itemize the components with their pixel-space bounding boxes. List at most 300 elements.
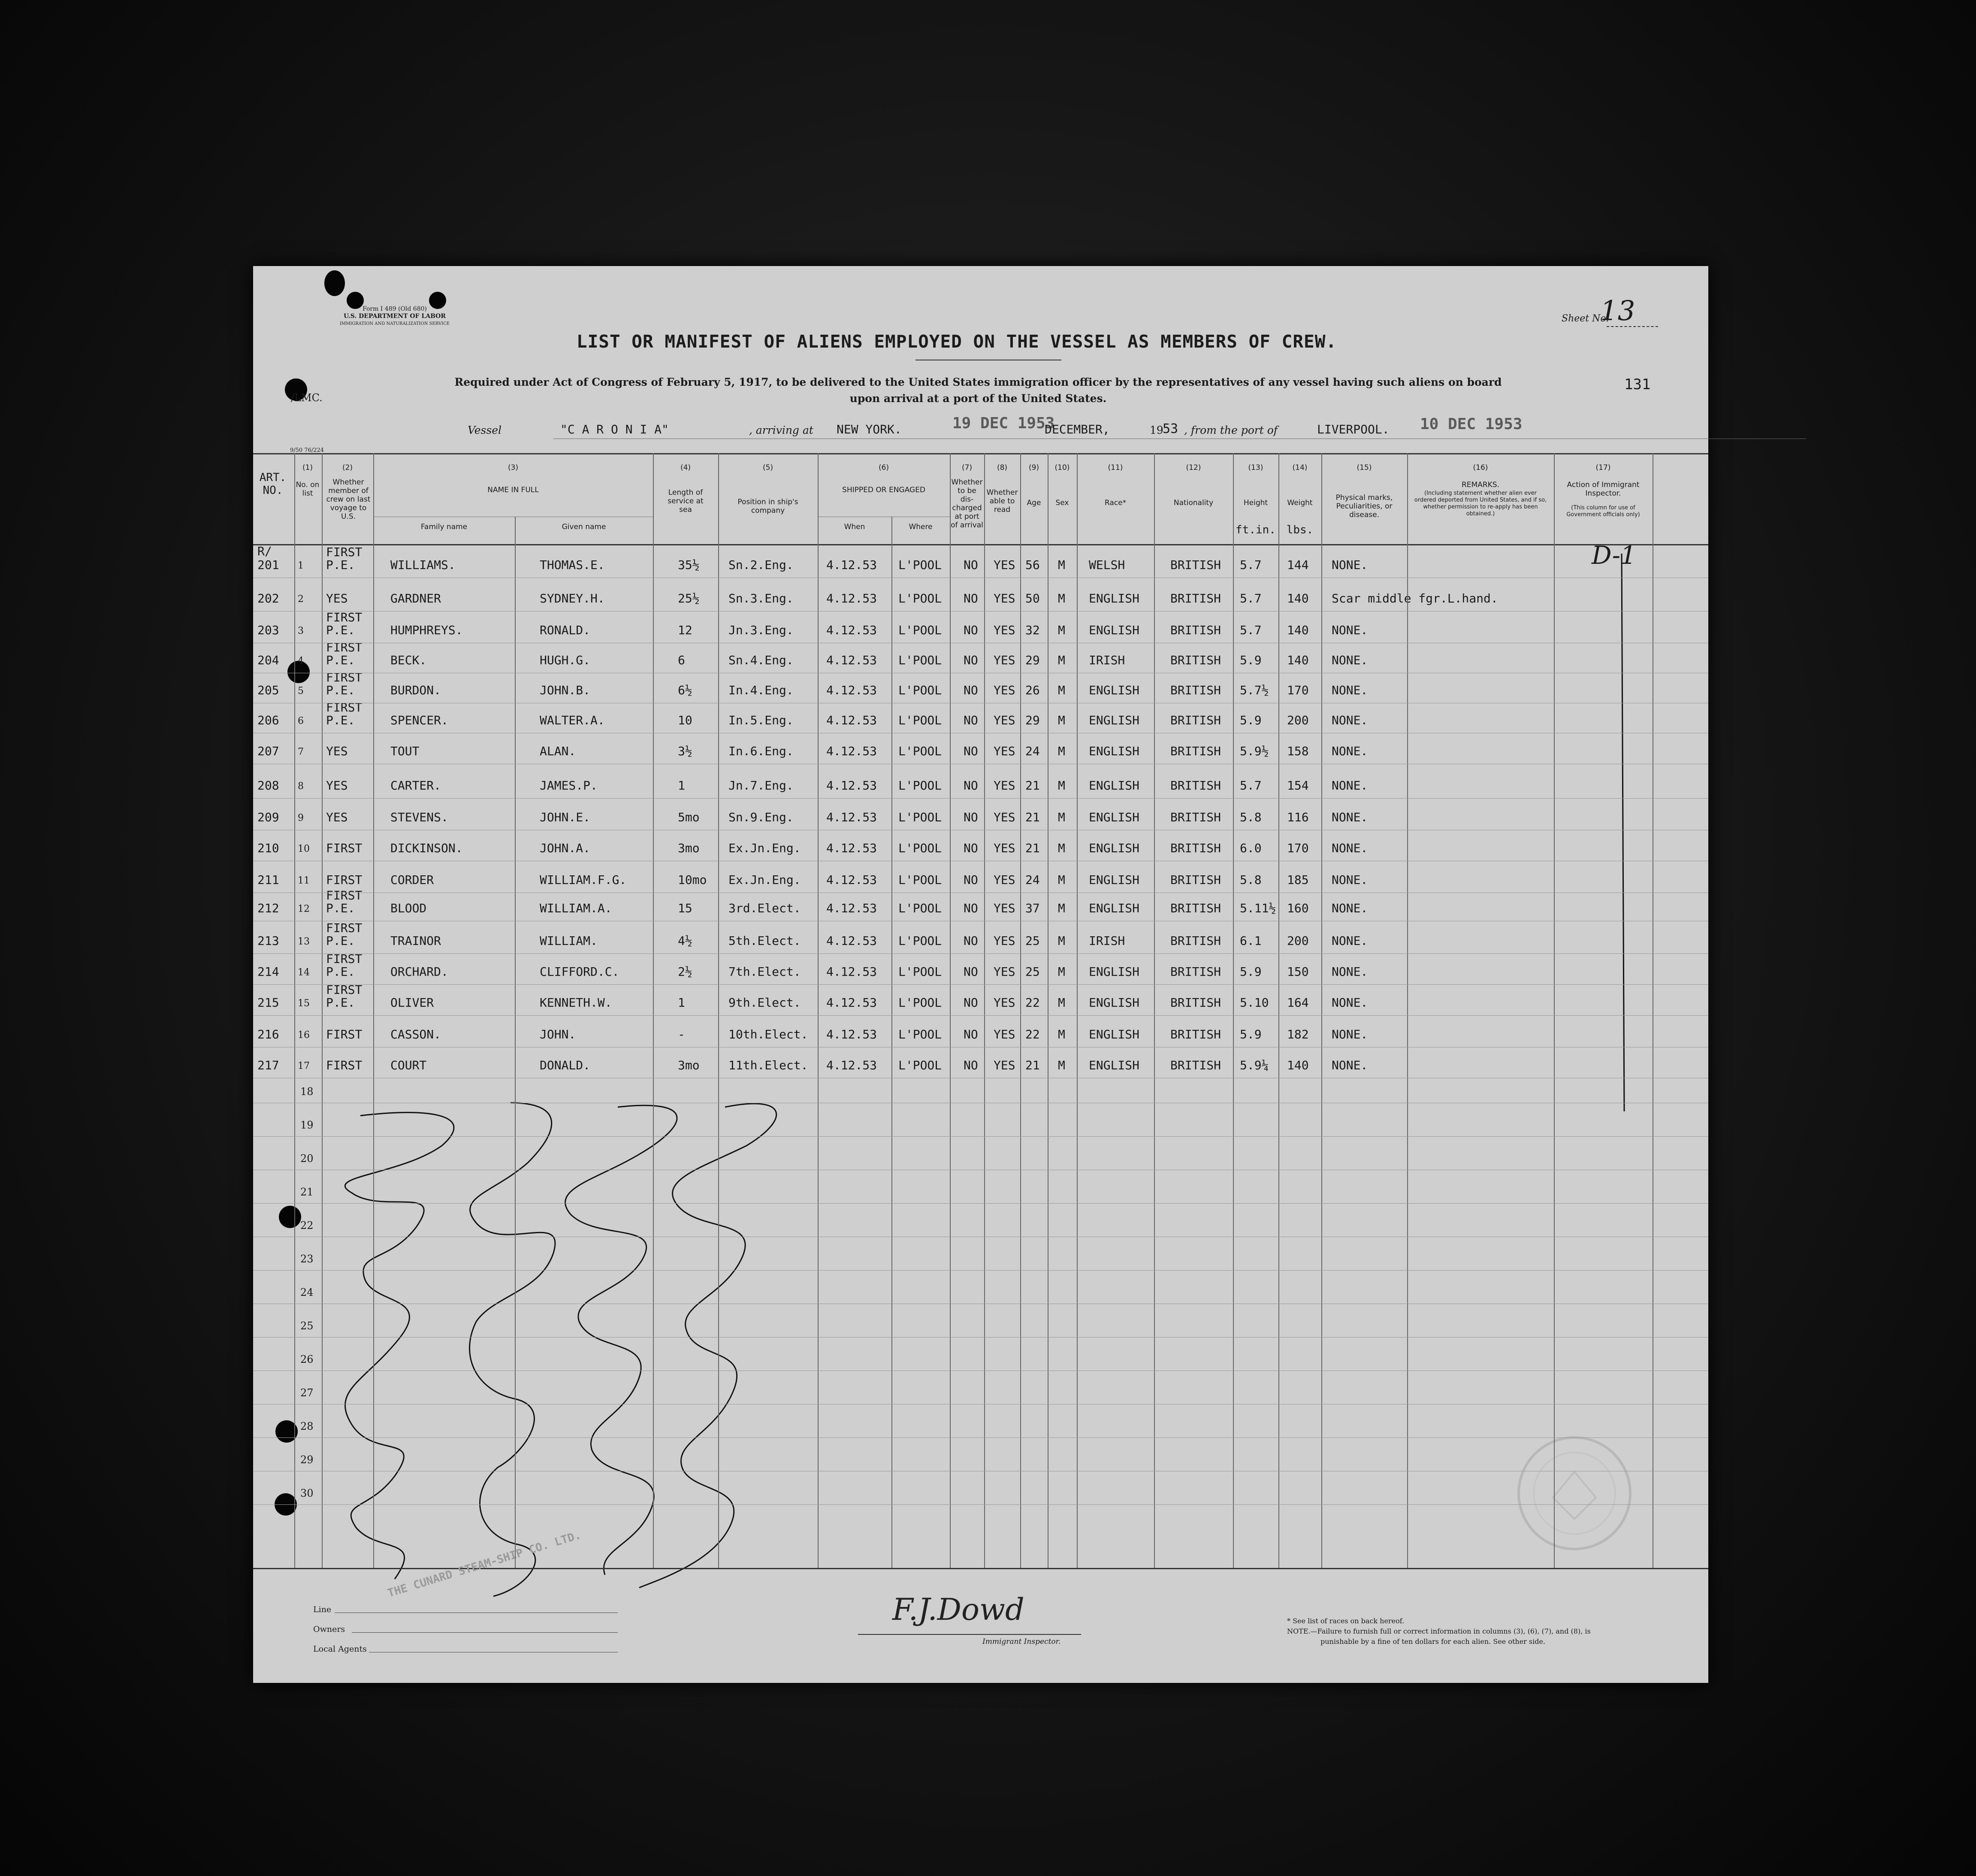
sex: M bbox=[1058, 558, 1065, 572]
physical-marks: NONE. bbox=[1332, 744, 1368, 758]
shipped-when: 4.12.53 bbox=[826, 653, 877, 667]
position: Sn.9.Eng. bbox=[728, 810, 794, 824]
able-to-read: YES bbox=[994, 713, 1015, 727]
service-length: 1 bbox=[678, 778, 685, 793]
service-name: IMMIGRATION AND NATURALIZATION SERVICE bbox=[339, 321, 450, 326]
previous-voyage: FIRST bbox=[326, 983, 363, 997]
art-number: 209 bbox=[257, 810, 279, 824]
list-number: 9 bbox=[298, 813, 304, 823]
family-name: BECK. bbox=[390, 653, 427, 667]
empty-row-number: 21 bbox=[300, 1186, 314, 1198]
able-to-read: YES bbox=[994, 623, 1015, 637]
art-no-header: ART. NO. bbox=[259, 471, 287, 497]
column-divider bbox=[653, 453, 654, 1568]
col-17-label: Action of Immigrant Inspector. bbox=[1567, 481, 1640, 498]
given-name: JOHN.A. bbox=[540, 841, 591, 855]
art-number: 203 bbox=[257, 623, 279, 637]
previous-voyage: FIRST bbox=[326, 952, 363, 966]
col-8-label: Whether able to read bbox=[986, 488, 1018, 514]
empty-row-number: 27 bbox=[300, 1387, 314, 1399]
shipped-where: L'POOL bbox=[898, 810, 942, 824]
art-number: 204 bbox=[257, 653, 279, 667]
previous-voyage-pe: P.E. bbox=[326, 965, 355, 979]
column-divider bbox=[515, 517, 516, 1568]
discharged: NO bbox=[964, 653, 978, 667]
col-2-label: Whether member of crew on last voyage to U.S. bbox=[326, 478, 371, 521]
able-to-read: YES bbox=[994, 965, 1015, 979]
service-length: 25½ bbox=[678, 591, 700, 605]
col-17-note: (This column for use of Government officials only) bbox=[1566, 505, 1640, 518]
family-name: ORCHARD. bbox=[390, 965, 448, 979]
shipped-when: 4.12.53 bbox=[826, 591, 877, 605]
service-length: 10 bbox=[678, 713, 692, 727]
position: Ex.Jn.Eng. bbox=[728, 841, 801, 855]
owners-label: Owners bbox=[313, 1625, 345, 1634]
list-number: 11 bbox=[298, 875, 310, 886]
discharged: NO bbox=[964, 901, 978, 915]
race: ENGLISH bbox=[1089, 873, 1140, 887]
list-number: 8 bbox=[298, 781, 304, 792]
col-6-when-label: When bbox=[844, 523, 865, 531]
height: 5.9 bbox=[1240, 713, 1262, 727]
sex: M bbox=[1058, 683, 1065, 697]
service-length: 5mo bbox=[678, 810, 700, 824]
given-name: JOHN.E. bbox=[540, 810, 591, 824]
art-number: 214 bbox=[257, 965, 279, 979]
previous-voyage: FIRST bbox=[326, 841, 363, 855]
previous-voyage-pe: P.E. bbox=[326, 934, 355, 948]
column-divider bbox=[718, 453, 719, 1568]
sex: M bbox=[1058, 810, 1065, 824]
weight: 140 bbox=[1287, 591, 1309, 605]
nationality: BRITISH bbox=[1170, 901, 1221, 915]
discharged: NO bbox=[964, 558, 978, 572]
physical-marks: NONE. bbox=[1332, 995, 1368, 1010]
position: 7th.Elect. bbox=[728, 965, 801, 979]
shipped-where: L'POOL bbox=[898, 623, 942, 637]
local-agents-label: Local Agents bbox=[313, 1644, 367, 1654]
age: 21 bbox=[1025, 841, 1040, 855]
physical-marks: NONE. bbox=[1332, 653, 1368, 667]
service-length: 1 bbox=[678, 995, 685, 1010]
col-1-num: (1) bbox=[302, 463, 313, 472]
shipped-where: L'POOL bbox=[898, 1058, 942, 1072]
family-name: BURDON. bbox=[390, 683, 441, 697]
position: Jn.3.Eng. bbox=[728, 623, 794, 637]
inspector-signature: F.J.Dowd bbox=[892, 1592, 1024, 1627]
shipped-where: L'POOL bbox=[898, 995, 942, 1010]
discharged: NO bbox=[964, 995, 978, 1010]
able-to-read: YES bbox=[994, 591, 1015, 605]
given-name: THOMAS.E. bbox=[540, 558, 605, 572]
previous-voyage: FIRST bbox=[326, 670, 363, 684]
art-prefix: R/ bbox=[257, 544, 272, 558]
race: ENGLISH bbox=[1089, 995, 1140, 1010]
weight: 182 bbox=[1287, 1027, 1309, 1041]
height-unit: ft.in. bbox=[1236, 523, 1276, 536]
shipped-when: 4.12.53 bbox=[826, 810, 877, 824]
height: 5.9 bbox=[1240, 1027, 1262, 1041]
previous-voyage-pe: P.E. bbox=[326, 901, 355, 915]
height: 5.9½ bbox=[1240, 744, 1269, 758]
empty-row-number: 18 bbox=[300, 1086, 314, 1098]
shipped-when: 4.12.53 bbox=[826, 778, 877, 793]
discharged: NO bbox=[964, 934, 978, 948]
col-15-label: Physical marks, Peculiarities, or disease. bbox=[1335, 493, 1393, 519]
nationality: BRITISH bbox=[1170, 1058, 1221, 1072]
list-number: 3 bbox=[298, 626, 304, 636]
physical-marks: Scar middle fgr.L.hand. bbox=[1332, 591, 1498, 605]
service-length: 35½ bbox=[678, 558, 700, 572]
sex: M bbox=[1058, 841, 1065, 855]
col-16-label: REMARKS. bbox=[1461, 481, 1499, 489]
inspector-label: Immigrant Inspector. bbox=[982, 1637, 1061, 1646]
previous-voyage: YES bbox=[326, 744, 348, 758]
height: 5.7 bbox=[1240, 623, 1262, 637]
weight: 170 bbox=[1287, 841, 1309, 855]
art-number: 216 bbox=[257, 1027, 279, 1041]
column-divider bbox=[1321, 453, 1322, 1568]
col-3-given-label: Given name bbox=[562, 523, 606, 531]
weight: 185 bbox=[1287, 873, 1309, 887]
arrival-month: DECEMBER, bbox=[1045, 422, 1110, 436]
age: 37 bbox=[1025, 901, 1040, 915]
corner-mark: /LMC. bbox=[291, 392, 323, 404]
previous-voyage: FIRST bbox=[326, 610, 363, 624]
service-length: - bbox=[678, 1027, 685, 1041]
height: 5.7 bbox=[1240, 558, 1262, 572]
family-name: CASSON. bbox=[390, 1027, 441, 1041]
weight: 160 bbox=[1287, 901, 1309, 915]
race: WELSH bbox=[1089, 558, 1125, 572]
owners-rule bbox=[352, 1632, 618, 1633]
col-5-label: Position in ship's company bbox=[737, 498, 798, 515]
sex: M bbox=[1058, 744, 1065, 758]
previous-voyage-pe: P.E. bbox=[326, 995, 355, 1010]
able-to-read: YES bbox=[994, 653, 1015, 667]
col-8-num: (8) bbox=[997, 463, 1008, 472]
physical-marks: NONE. bbox=[1332, 841, 1368, 855]
service-length: 6½ bbox=[678, 683, 692, 697]
col-7-num: (7) bbox=[961, 463, 973, 472]
previous-voyage: YES bbox=[326, 591, 348, 605]
given-name: RONALD. bbox=[540, 623, 591, 637]
discharged: NO bbox=[964, 591, 978, 605]
list-number: 17 bbox=[298, 1061, 310, 1071]
list-number: 14 bbox=[298, 967, 310, 978]
arrival-year: 53 bbox=[1163, 421, 1178, 436]
able-to-read: YES bbox=[994, 778, 1015, 793]
family-name: HUMPHREYS. bbox=[390, 623, 463, 637]
age: 50 bbox=[1025, 591, 1040, 605]
shipped-where: L'POOL bbox=[898, 683, 942, 697]
col-3-family-label: Family name bbox=[420, 523, 468, 531]
list-number: 1 bbox=[298, 560, 304, 571]
col-4-num: (4) bbox=[680, 463, 691, 472]
previous-voyage: FIRST bbox=[326, 700, 363, 714]
discharged: NO bbox=[964, 683, 978, 697]
nationality: BRITISH bbox=[1170, 995, 1221, 1010]
col-4-label: Length of service at sea bbox=[668, 488, 704, 514]
sex: M bbox=[1058, 1027, 1065, 1041]
discharged: NO bbox=[964, 841, 978, 855]
race: ENGLISH bbox=[1089, 744, 1140, 758]
empty-row-number: 26 bbox=[300, 1353, 314, 1365]
nationality: BRITISH bbox=[1170, 810, 1221, 824]
service-length: 2½ bbox=[678, 965, 692, 979]
penalty-note-2: punishable by a fine of ten dollars for each alien. See other side. bbox=[1320, 1637, 1546, 1646]
family-name: CARTER. bbox=[390, 778, 441, 793]
nationality: BRITISH bbox=[1170, 873, 1221, 887]
nationality: BRITISH bbox=[1170, 841, 1221, 855]
art-number: 201 bbox=[257, 558, 279, 572]
height: 6.1 bbox=[1240, 934, 1262, 948]
shipped-where: L'POOL bbox=[898, 558, 942, 572]
previous-voyage: FIRST bbox=[326, 1027, 363, 1041]
age: 29 bbox=[1025, 713, 1040, 727]
arrival-date-stamp: 19 DEC 1953 bbox=[952, 415, 1055, 432]
column-divider bbox=[950, 453, 951, 1568]
shipped-when: 4.12.53 bbox=[826, 1027, 877, 1041]
age: 25 bbox=[1025, 934, 1040, 948]
discharged: NO bbox=[964, 1027, 978, 1041]
column-divider bbox=[891, 517, 892, 1568]
physical-marks: NONE. bbox=[1332, 558, 1368, 572]
art-number: 217 bbox=[257, 1058, 279, 1072]
given-name: JAMES.P. bbox=[540, 778, 598, 793]
physical-marks: NONE. bbox=[1332, 1027, 1368, 1041]
col-12-num: (12) bbox=[1186, 463, 1201, 472]
row-rule bbox=[253, 984, 1708, 985]
discharged: NO bbox=[964, 810, 978, 824]
form-code: 9/50 76/224 bbox=[290, 447, 324, 454]
col-6-num: (6) bbox=[878, 463, 889, 472]
able-to-read: YES bbox=[994, 995, 1015, 1010]
able-to-read: YES bbox=[994, 810, 1015, 824]
column-divider bbox=[373, 453, 374, 1568]
nationality: BRITISH bbox=[1170, 683, 1221, 697]
weight-unit: lbs. bbox=[1286, 523, 1314, 536]
shipped-when: 4.12.53 bbox=[826, 965, 877, 979]
given-name: JOHN.B. bbox=[540, 683, 591, 697]
race: ENGLISH bbox=[1089, 778, 1140, 793]
shipped-where: L'POOL bbox=[898, 841, 942, 855]
col-14-label: Weight bbox=[1287, 499, 1313, 507]
given-name: WALTER.A. bbox=[540, 713, 605, 727]
nationality: BRITISH bbox=[1170, 744, 1221, 758]
list-number: 10 bbox=[298, 844, 310, 854]
age: 21 bbox=[1025, 778, 1040, 793]
race: ENGLISH bbox=[1089, 841, 1140, 855]
physical-marks: NONE. bbox=[1332, 901, 1368, 915]
able-to-read: YES bbox=[994, 744, 1015, 758]
position: 5th.Elect. bbox=[728, 934, 801, 948]
previous-voyage-pe: P.E. bbox=[326, 653, 355, 667]
service-length: 3mo bbox=[678, 841, 700, 855]
list-number: 7 bbox=[298, 747, 304, 757]
col-17-num: (17) bbox=[1595, 463, 1611, 472]
shipped-where: L'POOL bbox=[898, 873, 942, 887]
col-3-label: NAME IN FULL bbox=[487, 486, 539, 494]
col-13-num: (13) bbox=[1248, 463, 1263, 472]
arriving-label: , arriving at bbox=[749, 424, 813, 436]
physical-marks: NONE. bbox=[1332, 810, 1368, 824]
race: ENGLISH bbox=[1089, 623, 1140, 637]
able-to-read: YES bbox=[994, 901, 1015, 915]
service-length: 10mo bbox=[678, 873, 707, 887]
art-number: 210 bbox=[257, 841, 279, 855]
nationality: BRITISH bbox=[1170, 778, 1221, 793]
company-stamp: THE CUNARD STEAM-SHIP CO. LTD. bbox=[386, 1528, 583, 1600]
able-to-read: YES bbox=[994, 873, 1015, 887]
art-number: 213 bbox=[257, 934, 279, 948]
position: In.6.Eng. bbox=[728, 744, 794, 758]
shipped-where: L'POOL bbox=[898, 713, 942, 727]
age: 29 bbox=[1025, 653, 1040, 667]
column-divider bbox=[294, 453, 295, 1568]
empty-row-number: 23 bbox=[300, 1253, 314, 1265]
empty-row-number: 24 bbox=[300, 1286, 314, 1298]
weight: 140 bbox=[1287, 1058, 1309, 1072]
sex: M bbox=[1058, 901, 1065, 915]
shipped-when: 4.12.53 bbox=[826, 683, 877, 697]
position: In.4.Eng. bbox=[728, 683, 794, 697]
from-port-label: , from the port of bbox=[1184, 424, 1278, 436]
previous-voyage: FIRST bbox=[326, 1058, 363, 1072]
family-name: COURT bbox=[390, 1058, 427, 1072]
previous-voyage: YES bbox=[326, 810, 348, 824]
nationality: BRITISH bbox=[1170, 558, 1221, 572]
sex: M bbox=[1058, 965, 1065, 979]
col-5-num: (5) bbox=[762, 463, 773, 472]
race: ENGLISH bbox=[1089, 713, 1140, 727]
col-13-label: Height bbox=[1243, 499, 1268, 507]
position: 3rd.Elect. bbox=[728, 901, 801, 915]
weight: 140 bbox=[1287, 623, 1309, 637]
race: ENGLISH bbox=[1089, 810, 1140, 824]
weight: 144 bbox=[1287, 558, 1309, 572]
able-to-read: YES bbox=[994, 683, 1015, 697]
discharged: NO bbox=[964, 1058, 978, 1072]
empty-row-number: 30 bbox=[300, 1487, 314, 1499]
col-1-label: No. on list bbox=[296, 481, 320, 498]
column-divider bbox=[1407, 453, 1408, 1568]
able-to-read: YES bbox=[994, 841, 1015, 855]
age: 21 bbox=[1025, 1058, 1040, 1072]
list-number: 5 bbox=[298, 686, 304, 696]
previous-voyage-pe: P.E. bbox=[326, 713, 355, 727]
service-length: 3mo bbox=[678, 1058, 700, 1072]
year-prefix: 19 bbox=[1150, 424, 1163, 436]
page-number: 131 bbox=[1624, 376, 1651, 393]
previous-voyage: YES bbox=[326, 778, 348, 793]
weight: 200 bbox=[1287, 713, 1309, 727]
discharged: NO bbox=[964, 713, 978, 727]
sex: M bbox=[1058, 778, 1065, 793]
discharged: NO bbox=[964, 873, 978, 887]
weight: 164 bbox=[1287, 995, 1309, 1010]
position: Jn.7.Eng. bbox=[728, 778, 794, 793]
column-divider bbox=[1278, 453, 1279, 1568]
column-divider bbox=[1020, 453, 1021, 1568]
service-length: 3½ bbox=[678, 744, 692, 758]
empty-row-number: 22 bbox=[300, 1219, 314, 1232]
position: Ex.Jn.Eng. bbox=[728, 873, 801, 887]
col-11-num: (11) bbox=[1108, 463, 1123, 472]
art-number: 205 bbox=[257, 683, 279, 697]
penalty-note-1: NOTE.—Failure to furnish full or correct information in columns (3), (6), (7), and (8), is bbox=[1287, 1627, 1591, 1635]
shipped-when: 4.12.53 bbox=[826, 558, 877, 572]
physical-marks: NONE. bbox=[1332, 713, 1368, 727]
previous-voyage: FIRST bbox=[326, 545, 363, 559]
race: IRISH bbox=[1089, 653, 1125, 667]
position: In.5.Eng. bbox=[728, 713, 794, 727]
list-number: 2 bbox=[298, 594, 304, 605]
col-16-note: (Including statement whether alien ever ordered deported from United States, and if so, whether permission to re-apply has been obtained.) bbox=[1414, 490, 1547, 517]
able-to-read: YES bbox=[994, 1058, 1015, 1072]
column-divider bbox=[1554, 453, 1555, 1568]
age: 32 bbox=[1025, 623, 1040, 637]
col-2-num: (2) bbox=[342, 463, 353, 472]
height: 5.8 bbox=[1240, 810, 1262, 824]
height: 5.9 bbox=[1240, 653, 1262, 667]
shipped-when: 4.12.53 bbox=[826, 901, 877, 915]
column-divider bbox=[1233, 453, 1234, 1568]
shipped-when: 4.12.53 bbox=[826, 841, 877, 855]
art-number: 208 bbox=[257, 778, 279, 793]
weight: 140 bbox=[1287, 653, 1309, 667]
sheet-label: Sheet No. bbox=[1562, 313, 1609, 324]
sex: M bbox=[1058, 995, 1065, 1010]
race: ENGLISH bbox=[1089, 1058, 1140, 1072]
position: Sn.3.Eng. bbox=[728, 591, 794, 605]
col-3-num: (3) bbox=[508, 463, 519, 472]
shipped-when: 4.12.53 bbox=[826, 995, 877, 1010]
family-name: WILLIAMS. bbox=[390, 558, 456, 572]
age: 21 bbox=[1025, 810, 1040, 824]
col-14-num: (14) bbox=[1292, 463, 1308, 472]
unused-rows-cancel-marks bbox=[253, 266, 1708, 1683]
form-id: Form I 489 (Old 680) bbox=[363, 306, 427, 312]
height: 5.7½ bbox=[1240, 683, 1269, 697]
weight: 154 bbox=[1287, 778, 1309, 793]
art-number: 206 bbox=[257, 713, 279, 727]
previous-voyage: FIRST bbox=[326, 888, 363, 902]
race: ENGLISH bbox=[1089, 965, 1140, 979]
shipped-where: L'POOL bbox=[898, 1027, 942, 1041]
sex: M bbox=[1058, 713, 1065, 727]
col-11-label: Race* bbox=[1104, 499, 1127, 507]
list-number: 4 bbox=[298, 656, 304, 666]
given-name: ALAN. bbox=[540, 744, 576, 758]
list-number: 6 bbox=[298, 716, 304, 726]
nationality: BRITISH bbox=[1170, 713, 1221, 727]
family-name: DICKINSON. bbox=[390, 841, 463, 855]
service-length: 4½ bbox=[678, 934, 692, 948]
row-rule bbox=[253, 1136, 1708, 1137]
weight: 116 bbox=[1287, 810, 1309, 824]
col-12-label: Nationality bbox=[1173, 499, 1214, 507]
able-to-read: YES bbox=[994, 558, 1015, 572]
physical-marks: NONE. bbox=[1332, 623, 1368, 637]
vessel-name: "C A R O N I A" bbox=[560, 422, 669, 436]
art-number: 207 bbox=[257, 744, 279, 758]
family-name: STEVENS. bbox=[390, 810, 448, 824]
given-name: CLIFFORD.C. bbox=[540, 965, 619, 979]
shipped-where: L'POOL bbox=[898, 653, 942, 667]
empty-row-number: 19 bbox=[300, 1119, 314, 1131]
discharged: NO bbox=[964, 965, 978, 979]
